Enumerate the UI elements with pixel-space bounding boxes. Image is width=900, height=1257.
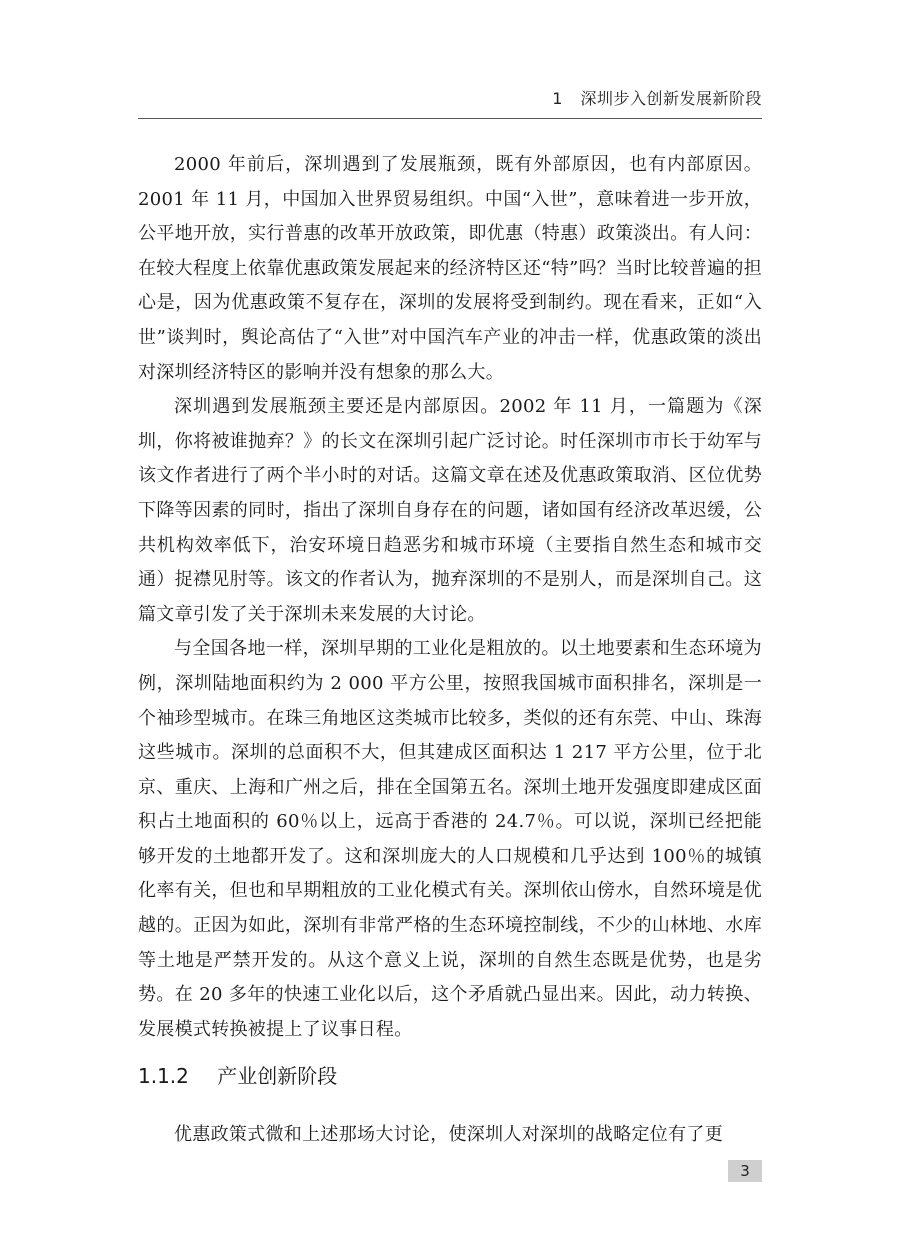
chapter-number: 1 [552,89,563,108]
page-number: 3 [728,1160,762,1182]
section-body [138,1118,762,1153]
paragraph-3: 与全国各地一样，深圳早期的工业化是粗放的。以土地要素和生态环境为例，深圳陆地面积约为 2 000 平方公里，按照我国城市面积排名，深圳是一个袖珍型城市。在珠三角地区这类城市比较多，类似的还有东莞、中山、珠海这些城市。深圳的总面积不大，但其建成区面积达 1 217 平方公里，位于北京、重庆、上海和广州之后，排在全国第五名。深圳土地开发强度即建成区面积占土地面积的 60％以上，远高于香港的 24.7％。可以说，深圳已经把能够开发的土地都开发了。这和深圳庞大的人口规模和几乎达到 100％的城镇化率有关，但也和早期粗放的工业化模式有关。深圳依山傍水，自然环境是优越的。正因为如此，深圳有非常严格的生态环境控制线，不少的山林地、水库等土地是严禁开发的。从这个意义上说，深圳的自然生态既是优势，也是劣势。在 20 多年的快速工业化以后，这个矛盾就凸显出来。因此，动力转换、发展模式转换被提上了议事日程。 [138,638,762,1040]
paragraph-1: 2000 年前后，深圳遇到了发展瓶颈，既有外部原因，也有内部原因。2001 年 11 月，中国加入世界贸易组织。中国“入世”，意味着进一步开放，公平地开放，实行普惠的改革开放政策，即优惠（特惠）政策淡出。有人问：在较大程度上依靠优惠政策发展起来的经济特区还“特”吗？当时比较普遍的担心是，因为优惠政策不复存在，深圳的发展将受到制约。现在看来，正如“入世”谈判时，舆论高估了“入世”对中国汽车产业的冲击一样，优惠政策的淡出对深圳经济特区的影响并没有想象的那么大。 [138,154,762,383]
header-divider [138,118,762,119]
section-number: 1.1.2 [138,1064,189,1088]
paragraph-4: 优惠政策式微和上述那场大讨论，使深圳人对深圳的战略定位有了更 [174,1124,723,1145]
section-heading [138,1060,337,1089]
running-header [552,86,762,109]
chapter-title: 深圳步入创新发展新阶段 [580,89,762,108]
body-text [138,148,762,1047]
paragraph-2: 深圳遇到发展瓶颈主要还是内部原因。2002 年 11 月，一篇题为《深圳，你将被谁抛弃？》的长文在深圳引起广泛讨论。时任深圳市市长于幼军与该文作者进行了两个半小时的对话。这篇文章在述及优惠政策取消、区位优势下降等因素的同时，指出了深圳自身存在的问题，诸如国有经济改革迟缓，公共机构效率低下，治安环境日趋恶劣和城市环境（主要指自然生态和城市交通）捉襟见肘等。该文的作者认为，抛弃深圳的不是别人，而是深圳自己。这篇文章引发了关于深圳未来发展的大讨论。 [138,396,762,625]
section-title: 产业创新阶段 [217,1064,338,1088]
